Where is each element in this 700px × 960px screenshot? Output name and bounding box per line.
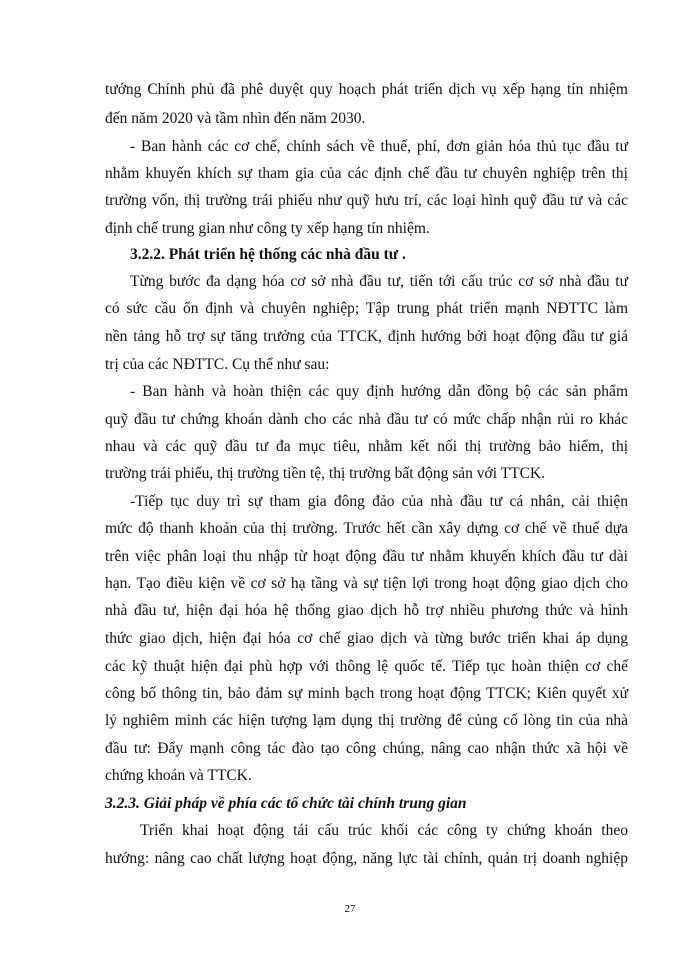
text-line: - Ban hành các cơ chế, chính sách về thuế, phí, đơn giản hóa thủ tục đầu tư (130, 138, 628, 155)
text-line: đầu tư: Đẩy mạnh công tác đào tạo công chúng, nâng cao nhận thức xã hội về (105, 740, 628, 757)
text-line: trên việc phân loại thu nhập từ hoạt động đầu tư nhằm khuyến khích đầu tư dài (105, 548, 628, 565)
text-line: quỹ đầu tư chứng khoán dành cho các nhà đầu tư có mức chấp nhận rủi ro khác (105, 411, 628, 428)
text-line: tướng Chính phủ đã phê duyệt quy hoạch phát triển dịch vụ xếp hạng tín nhiệm (105, 81, 628, 98)
text-line: Từng bước đa dạng hóa cơ sở nhà đầu tư, tiến tới cấu trúc cơ sở nhà đầu tư (130, 273, 628, 290)
text-line: - Ban hành và hoàn thiện các quy định hướng dẫn đồng bộ các sản phẩm (130, 383, 628, 400)
text-line: đến năm 2020 và tầm nhìn đến năm 2030. (105, 110, 366, 127)
text-line: công bố thông tin, bảo đảm sự minh bạch trong hoạt động TTCK; Kiên quyết xử (105, 685, 628, 702)
text-line: trị của các NĐTTC. Cụ thể như sau: (105, 356, 330, 373)
text-line: hướng: nâng cao chất lượng hoạt động, năng lực tài chính, quản trị doanh nghiệp (105, 850, 628, 867)
text-line: có sức cầu ổn định và chuyên nghiệp; Tập trung phát triển mạnh NĐTTC làm (105, 300, 628, 317)
text-line: mức độ thanh khoản của thị trường. Trước hết cần xây dựng cơ chế về thuế dựa (105, 520, 628, 537)
text-line: -Tiếp tục duy trì sự tham gia đông đảo của nhà đầu tư cá nhân, cải thiện (130, 493, 628, 510)
text-line: định chế trung gian như công ty xếp hạng tín nhiệm. (105, 220, 430, 237)
text-line: nhau và các quỹ đầu tư đa mục tiêu, nhằm kết nối thị trường bảo hiểm, thị (105, 438, 628, 455)
text-line: hạn. Tạo điều kiện về cơ sở hạ tầng và sự tiện lợi trong hoạt động giao dịch cho (105, 575, 628, 592)
page-number: 27 (344, 903, 356, 915)
text-line: nhà đầu tư, hiện đại hóa hệ thống giao dịch hỗ trợ nhiều phương thức và hình (105, 602, 628, 619)
section-heading-3-2-2: 3.2.2. Phát triển hệ thống các nhà đầu tư . (130, 246, 406, 263)
text-line: trường trái phiếu, thị trường tiền tệ, thị trường bất động sản với TTCK. (105, 465, 545, 482)
section-heading-3-2-3: 3.2.3. Giải pháp về phía các tổ chức tài chính trung gian (105, 795, 467, 812)
text-line: nhằm khuyến khích sự tham gia của các định chế đầu tư chuyên nghiệp trên thị (105, 165, 628, 182)
text-line: lý nghiêm minh các hiện tượng lạm dụng thị trường để củng cố lòng tin của nhà (105, 712, 628, 729)
text-line: trường vốn, thị trường trái phiếu như quỹ hưu trí, các loại hình quỹ đầu tư và các (105, 192, 628, 209)
text-line: Triển khai hoạt động tái cấu trúc khối các công ty chứng khoán theo (140, 822, 628, 839)
text-line: chứng khoán và TTCK. (105, 767, 252, 784)
text-line: nền tảng hỗ trợ sự tăng trưởng của TTCK, định hướng bởi hoạt động đầu tư giá (105, 328, 628, 345)
text-line: các kỹ thuật hiện đại phù hợp với thông lệ quốc tế. Tiếp tục hoàn thiện cơ chế (105, 658, 628, 675)
text-line: thức giao dịch, hiện đại hóa cơ chế giao dịch và từng bước triển khai áp dụng (105, 630, 628, 647)
